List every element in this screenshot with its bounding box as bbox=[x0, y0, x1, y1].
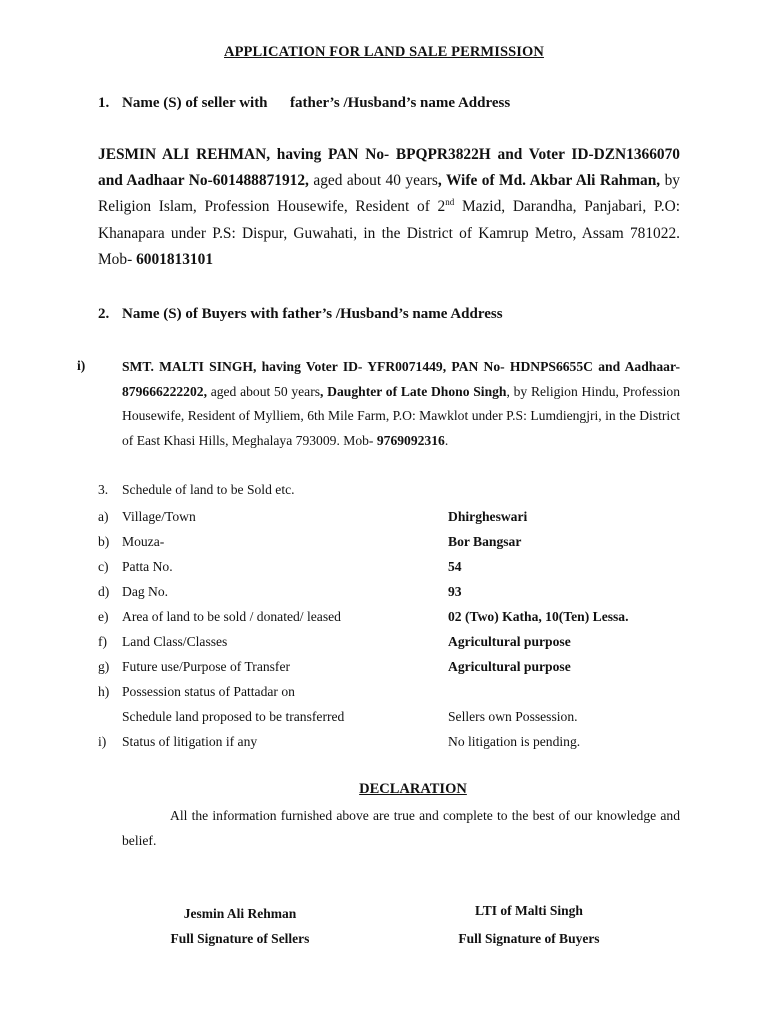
schedule-row-value: 54 bbox=[448, 559, 462, 574]
schedule-row bbox=[98, 704, 698, 729]
schedule-row-value: Agricultural purpose bbox=[448, 634, 571, 649]
schedule-row bbox=[98, 604, 698, 629]
seller-mobile: 6001813101 bbox=[136, 250, 214, 268]
schedule-row bbox=[98, 654, 698, 679]
schedule-row-letter: d) bbox=[98, 584, 110, 599]
schedule-row-label: Status of litigation if any bbox=[122, 734, 258, 749]
section-1-number: 1. bbox=[98, 95, 110, 111]
schedule-row bbox=[98, 554, 698, 579]
schedule-row-value: Sellers own Possession. bbox=[448, 709, 578, 724]
schedule-row-label: Schedule land proposed to be transferred bbox=[122, 709, 345, 724]
declaration-title: DECLARATION bbox=[359, 781, 467, 797]
section-2-number: 2. bbox=[98, 306, 110, 322]
seller-signature-name: Jesmin Ali Rehman bbox=[183, 906, 297, 921]
schedule-row bbox=[98, 529, 698, 554]
schedule-row-label: Mouza- bbox=[122, 534, 165, 549]
schedule-row bbox=[98, 579, 698, 604]
schedule-row-value: Bor Bangsar bbox=[448, 534, 522, 549]
section-3-heading: Schedule of land to be Sold etc. bbox=[122, 482, 295, 497]
section-3-number: 3. bbox=[98, 482, 109, 497]
schedule-row-letter: c) bbox=[98, 559, 109, 574]
buyer-signature-caption: Full Signature of Buyers bbox=[458, 931, 600, 946]
schedule-row-label: Dag No. bbox=[122, 584, 169, 599]
document-title: APPLICATION FOR LAND SALE PERMISSION bbox=[224, 44, 544, 60]
schedule-row bbox=[98, 729, 698, 754]
schedule-row bbox=[98, 629, 698, 654]
buyer-father: , Daughter of Late Dhono Singh bbox=[320, 383, 507, 399]
schedule-row-letter: a) bbox=[98, 509, 109, 524]
buyer-paragraph-end: . bbox=[444, 432, 449, 448]
seller-husband: , Wife of Md. Akbar Ali Rahman, bbox=[437, 172, 661, 190]
schedule-row-value: 93 bbox=[448, 584, 462, 599]
schedule-row-value: Dhirgheswari bbox=[448, 509, 528, 524]
schedule-row-letter: i) bbox=[98, 734, 107, 749]
schedule-row-value: Agricultural purpose bbox=[448, 659, 571, 674]
schedule-row bbox=[98, 504, 698, 529]
buyer-mobile: 9769092316 bbox=[376, 432, 445, 448]
schedule-row-value: 02 (Two) Katha, 10(Ten) Lessa. bbox=[448, 609, 629, 624]
schedule-row-letter: e) bbox=[98, 609, 109, 624]
schedule-row-letter: g) bbox=[98, 659, 110, 674]
schedule-row-label: Possession status of Pattadar on bbox=[122, 684, 295, 699]
seller-details-paragraph bbox=[98, 142, 680, 273]
seller-signature-caption: Full Signature of Sellers bbox=[170, 931, 310, 946]
schedule-row-label: Patta No. bbox=[122, 559, 173, 574]
buyer-signature-name: LTI of Malti Singh bbox=[475, 903, 583, 918]
buyer-address: , by Religion Hindu, Profession Housewife, Resident of Mylliem, 6th Mile Farm, P.O: Mawklot under P.S: Lumdiengjri, in the District of East Khasi Hills, Meghalaya 793009. Mob- bbox=[122, 383, 681, 448]
declaration-text: All the information furnished above are true and complete to the best of our knowledge and belief. bbox=[122, 808, 680, 848]
buyer-age: aged about 50 years bbox=[206, 383, 321, 399]
buyer-identity: SMT. MALTI SINGH, having Voter ID- YFR0071449, PAN No- HDNPS6655C and Aadhaar-879666222202, bbox=[122, 359, 680, 399]
schedule-row-letter: h) bbox=[98, 684, 110, 699]
schedule-row-label: Village/Town bbox=[122, 509, 196, 524]
schedule-row-value: No litigation is pending. bbox=[448, 734, 581, 749]
schedule-row-letter: f) bbox=[98, 634, 108, 649]
buyer-details-paragraph bbox=[122, 355, 680, 453]
schedule-row-letter: b) bbox=[98, 534, 110, 549]
schedule-row-label: Area of land to be sold / donated/ leased bbox=[122, 609, 341, 624]
seller-address-superscript: nd bbox=[445, 197, 455, 208]
seller-address-part2: Mazid, Darandha, Panjabari, P.O: Khanapara under P.S: Dispur, Guwahati, in the District of Kamrup Metro, Assam 781022. Mob- bbox=[98, 198, 680, 268]
schedule-row-label: Land Class/Classes bbox=[122, 634, 228, 649]
section-2-heading: Name (S) of Buyers with father’s /Husband’s name Address bbox=[122, 306, 503, 322]
buyer-item-marker: i) bbox=[77, 358, 86, 373]
schedule-row bbox=[98, 679, 698, 704]
seller-identity: JESMIN ALI REHMAN, having PAN No- BPQPR3822H and Voter ID-DZN1366070 and Aadhaar No-601488871912, bbox=[98, 146, 680, 190]
seller-address-part1: by Religion Islam, Profession Housewife, Resident of 2 bbox=[98, 172, 681, 216]
section-1-heading: Name (S) of seller with father’s /Husband’s name Address bbox=[122, 95, 511, 111]
schedule-row-label: Future use/Purpose of Transfer bbox=[122, 659, 291, 674]
seller-age: aged about 40 years bbox=[308, 172, 438, 190]
